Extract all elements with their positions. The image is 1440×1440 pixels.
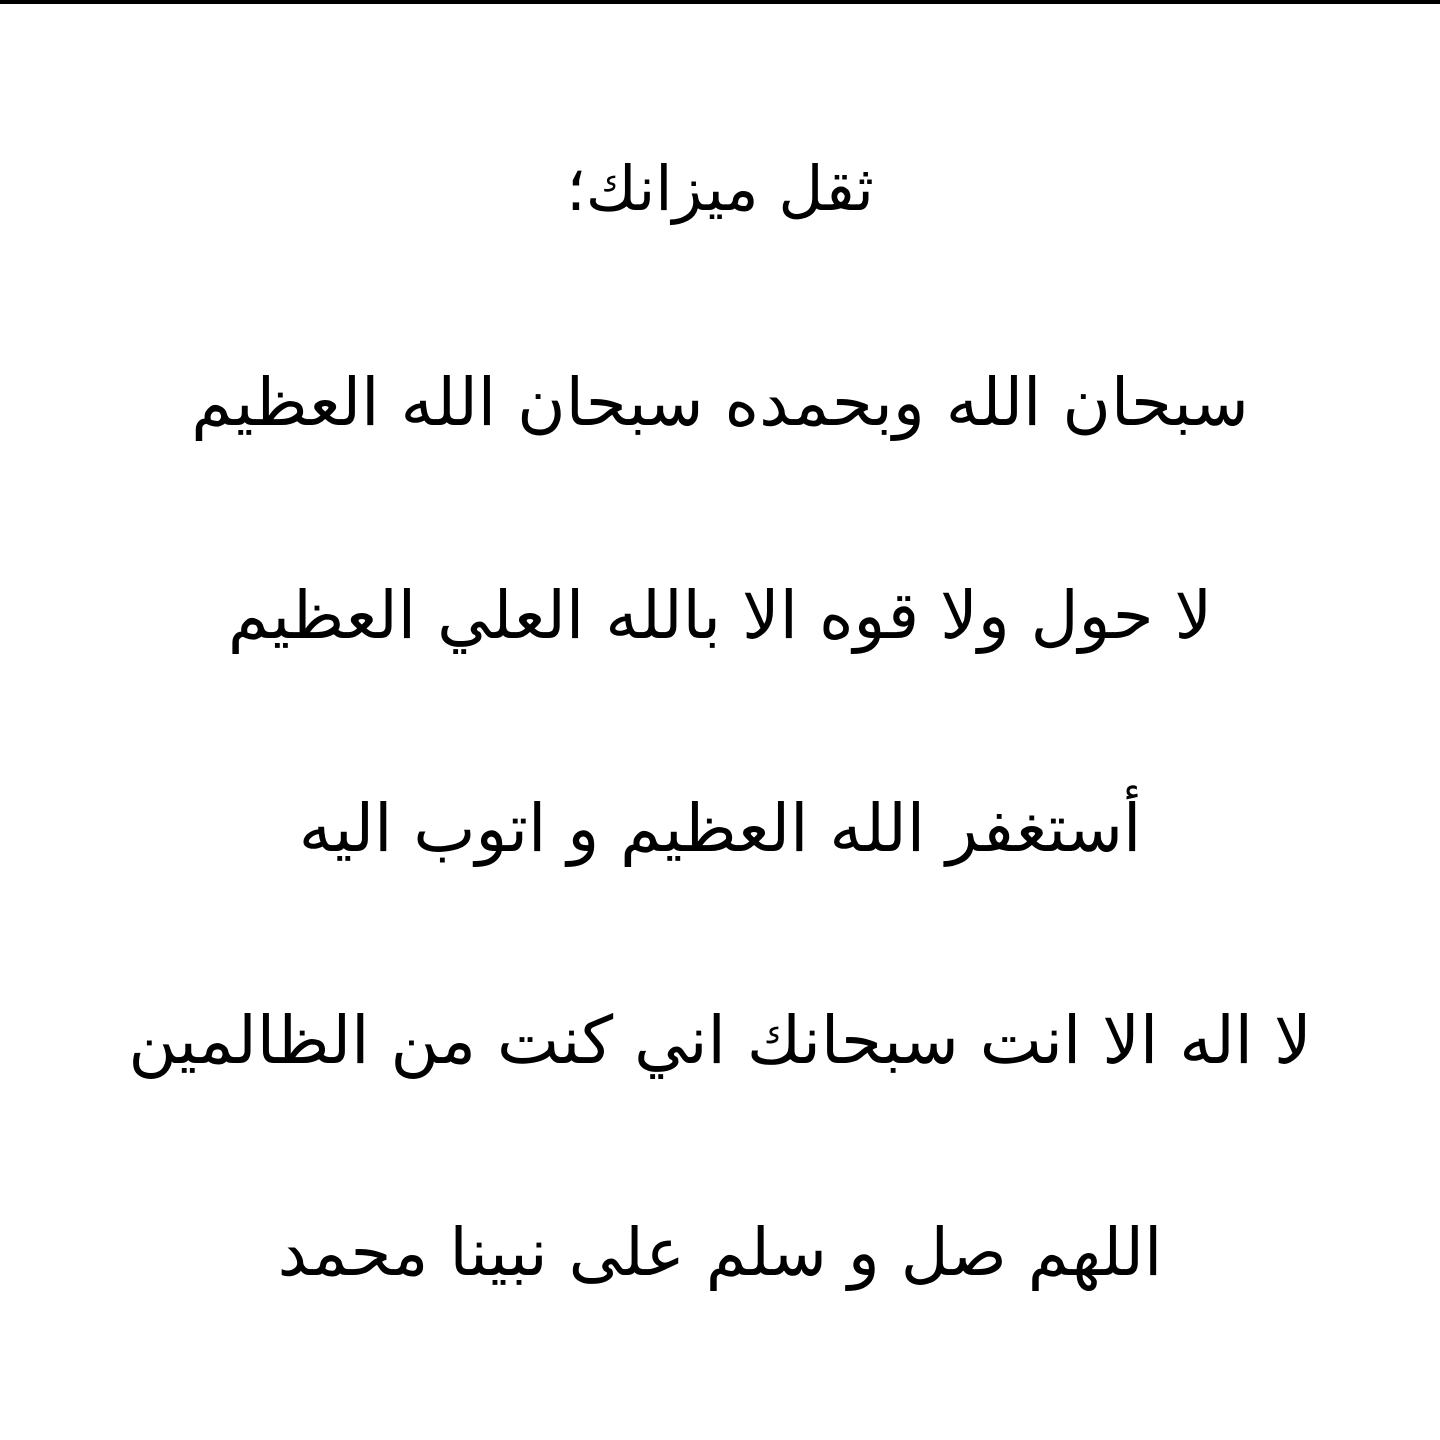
dhikr-line-5: اللهم صل و سلم على نبينا محمد <box>277 1214 1163 1291</box>
dhikr-line-4: لا اله الا انت سبحانك اني كنت من الظالمين <box>128 1002 1312 1079</box>
dhikr-line-2: لا حول ولا قوه الا بالله العلي العظيم <box>227 577 1213 654</box>
page-title: ثقل ميزانك؛ <box>566 152 874 225</box>
dhikr-line-1: سبحان الله وبحمده سبحان الله العظيم <box>191 364 1249 441</box>
dhikr-line-3: أستغفر الله العظيم و اتوب اليه <box>298 790 1142 867</box>
